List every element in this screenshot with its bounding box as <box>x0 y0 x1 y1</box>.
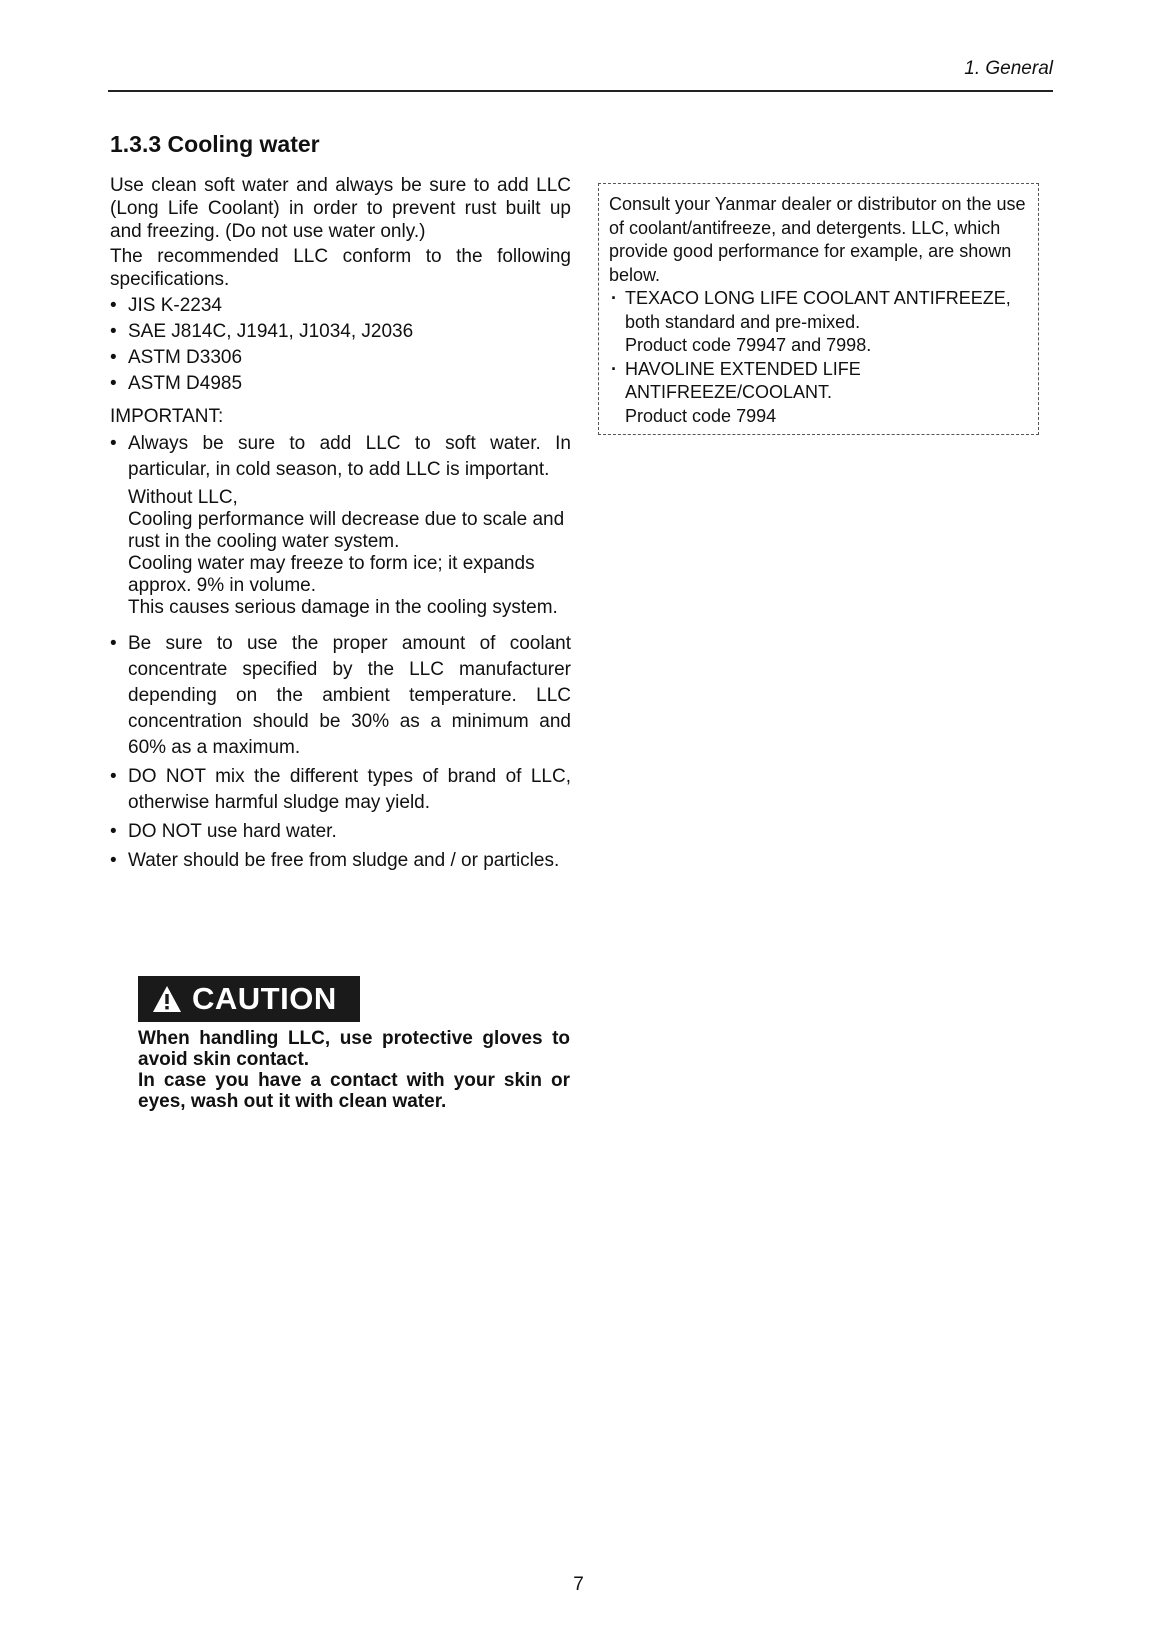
subnote-line: Without LLC, <box>128 487 238 508</box>
caution-line: When handling LLC, use protective gloves to avoid skin contact. <box>138 1028 570 1070</box>
product-name: HAVOLINE EXTENDED LIFE ANTIFREEZE/COOLANT. <box>625 358 861 402</box>
spec-intro-paragraph: The recommended LLC conform to the following specifications. <box>110 246 571 290</box>
subnote-line: Cooling performance will decrease due to scale and rust in the cooling water system. <box>128 509 565 552</box>
caution-banner <box>138 976 360 1022</box>
header-divider <box>108 90 1053 92</box>
subnote-line: This causes serious damage in the cooling system. <box>128 597 558 618</box>
caution-line: In case you have a contact with your skin or eyes, wash out it with clean water. <box>138 1070 570 1112</box>
important-item-text: Always be sure to add LLC to soft water. In particular, in cold season, to add LLC is important. <box>128 433 571 480</box>
important-subnote <box>128 487 571 619</box>
important-item: • DO NOT mix the different types of brand of LLC, otherwise harmful sludge may yield. <box>110 764 571 816</box>
dealer-note-box <box>598 183 1039 435</box>
product-name: TEXACO LONG LIFE COOLANT ANTIFREEZE, both standard and pre-mixed. <box>625 288 1011 332</box>
caution-label: CAUTION <box>192 981 337 1016</box>
section-title: 1.3.3 Cooling water <box>110 131 320 157</box>
important-list <box>110 431 571 874</box>
spec-item: • SAE J814C, J1941, J1034, J2036 <box>110 320 571 343</box>
note-text: Consult your Yanmar dealer or distributor on the use of coolant/antifreeze, and detergents. LLC, which provide good performance for example, are shown below. <box>609 194 1026 285</box>
important-item: • Be sure to use the proper amount of coolant concentrate specified by the LLC manufacturer depending on the ambient temperature. LLC concentration should be 30% as a minimum and 60% as a maximum. <box>110 631 571 761</box>
product-item <box>609 287 1028 358</box>
warning-triangle-icon <box>152 985 182 1013</box>
page-number: 7 <box>573 1574 584 1595</box>
intro-paragraph: Use clean soft water and always be sure to add LLC (Long Life Coolant) in order to prevent rust built up and freezing. (Do not use water only.) <box>110 175 571 242</box>
spec-item: • ASTM D4985 <box>110 372 571 395</box>
spec-item: • ASTM D3306 <box>110 346 571 369</box>
important-item: • DO NOT use hard water. <box>110 819 571 845</box>
caution-message <box>138 1028 570 1112</box>
running-header: 1. General <box>964 58 1053 79</box>
important-item: • Water should be free from sludge and / or particles. <box>110 848 571 874</box>
product-list <box>609 287 1028 428</box>
product-item <box>609 358 1028 429</box>
main-column <box>110 174 571 874</box>
important-item <box>110 431 571 619</box>
spec-item: • JIS K-2234 <box>110 294 571 317</box>
spec-list <box>110 294 571 395</box>
product-code: Product code 7994 <box>625 405 777 426</box>
important-label: IMPORTANT: <box>110 406 224 427</box>
subnote-line: Cooling water may freeze to form ice; it expands approx. 9% in volume. <box>128 553 535 596</box>
product-code: Product code 79947 and 7998. <box>625 335 872 355</box>
